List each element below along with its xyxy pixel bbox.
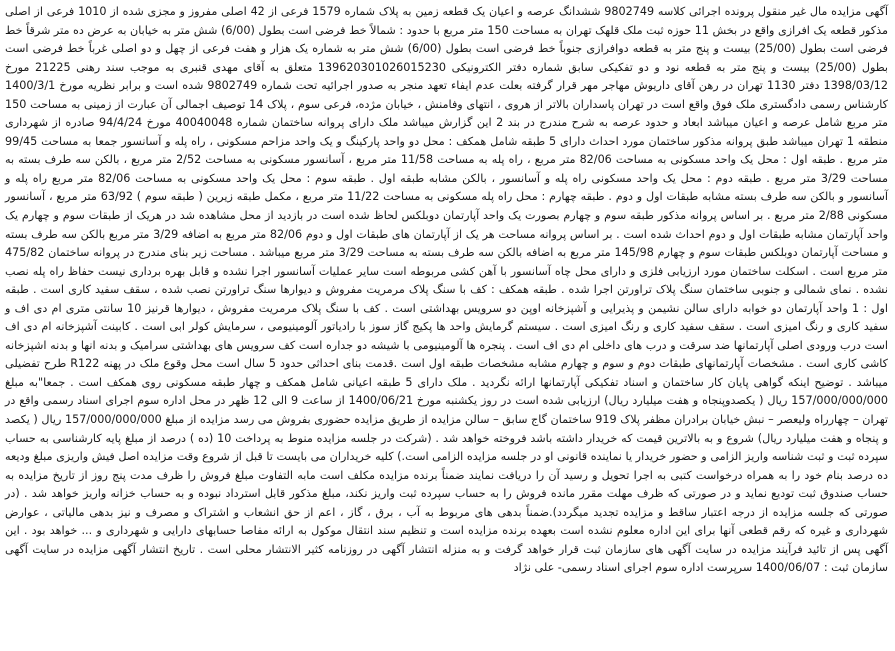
auction-notice-body: آگهی مزایده مال غیر منقول پرونده اجرائی کلاسه 9802749 ششدانگ عرصه و اعیان یک قطعه زمین به پلاک شماره 1579 فرعی از 42 اصلی مفروز و مجزی شده از 1010 فرعی از اصلی مذکور قطعه یک افرازی واقع در بخش 11 حوزه ثبت ملک قلهک تهران به مساحت 150 متر مربع با حدود : شمالاً خط فرضی است بطول (6/00) شش متر به خیابان به عرض ده متر شرقاً خط فرضی است بطول (25/00) بیست و پنج متر به قطعه دوافرازی جنوباً خط فرضی است بطول (6/00) شش متر به شماره یک هزار و هفت فرعی از چهل و دو اصلی غرباً خط فرضی است بطول (25/00) بیست و پنج متر به قطعه نود و دو تفکیکی سابق شماره دفتر الکترونیکی 139620301026015230 متعلق به آقای مهدی قنبری به موجب سند رهنی 21225 مورخ 1398/03/12 دفتر 1130 تهران در رهن آقای داریوش مهاجر مهر قرار گرفته بعلت عدم ایفاء تعهد منجر به صدور اجرائیه تحت شماره 9802749 شده است و برابر نظریه مورخ 1400/3/1 کارشناس رسمی دادگستری ملک فوق واقع است در تهران پاسداران بالاتر از هروی ، انتهای وفامنش ، خیابان مژده، فرعی سوم ، پلاک 14 توصیف اجمالی آن عبارت از زمینی به مساحت 150 متر مربع شامل عرصه و اعیان میباشد ابعاد و حدود عرصه به شرح مندرج در بند 2 این گزارش میباشد ملک دارای پروانه ساختمان شماره 40040048 مورخ 94/4/24 صادره از شهرداری منطقه 1 تهران میباشد طبق پروانه مذکور ساختمان مورد احداث دارای 5 طبقه شامل همکف : محل دو واحد پارکینگ و یک واحد مزاحم مسکونی ، راه پله و آسانسور جمعا به مساحت 99/45 متر مربع . طبقه اول : محل یک واحد مسکونی به مساحت 82/06 متر مربع ، راه پله به مساحت 11/58 متر مربع ، آسانسور مسکونی به مساحت 2/52 متر مربع ، بالکن سه طرف بسته به مساحت 3/29 متر مربع . طبقه دوم : محل یک واحد مسکونی راه پله و آسانسور ، بالکن مشابه طبقه اول . طبقه سوم : محل یک واحد مسکونی به مساحت 82/06 متر مربع راه پله و آسانسور و بالکن سه طرف بسته مشابه طبقات اول و دوم . طبقه چهارم : محل راه پله مسکونی به مساحت 11/22 متر مربع ، مکمل طبقه زیرین ( طبقه سوم ) 63/92 متر مربع ، آسانسور مسکونی 2/88 متر مربع . بر اساس پروانه مذکور طبقه سوم و چهارم بصورت یک واحد آپارتمان دوبلکس لحاظ شده است در بازدید از محل مشاهده شد در هریک از طبقات سوم و چهارم یک واحد آپارتمان مشابه طبقات اول و دوم احداث شده است . بر اساس پروانه مساحت هر یک از آپارتمان های طبقات اول و دوم 82/06 متر مربع به اضافه 3/29 متر مربع بالکن سه طرف بسته و مساحت آپارتمان دوبلکس طبقات سوم و چهارم 145/98 متر مربع به اضافه بالکن سه طرف بسته به مساحت 3/29 متر مربع میباشد . مساحت زیر بنای مندرج در پروانه ساختمان 475/82 متر مربع است . اسکلت ساختمان مورد ارزیابی فلزی و دارای محل چاه آسانسور با آهن کشی مربوطه است سایر عملیات آسانسور اجرا نشده و قابل بهره برداری نیست حفاظ راه پله نصب نشده . نمای شمالی و جنوبی ساختمان سنگ پلاک تراورتن اجرا شده . طبقه همکف : کف با سنگ پلاک مرمریت مفروش و دیوارها سنگ تراورتن نصب شده ، سقف سفید کاری است . طبقه اول : 1 واحد آپارتمان دو خوابه دارای سالن نشیمن و پذیرایی و آشپزخانه اوپن دو سرویس بهداشتی است . کف با سنگ پلاک مرمریت مفروش ، دیوارها قرنیز 10 سانتی متری ام دی اف و سفید کاری و رنگ امیزی است . سقف سفید کاری و رنگ امیزی است . سیستم گرمایش واحد ها پکیج گاز سوز با رادیاتور آلومینیومی ، سرمایش کولر ابی است . کابینت آشپزخانه ام دی اف است درب ورودی اصلی آپارتمانها ضد سرقت و درب های داخلی ام دی اف است . پنجره ها آلومینیومی با شیشه دو جداره است کف سرویس های بهداشتی سرامیک و بدنه انها و بدنه اشپزخانه کاشی کاری است . مشخصات آپارتمانهای طبقات دوم و سوم و چهارم مشابه مشخصات طبقه اول است .قدمت بنای احداثی حدود 5 سال است محل وقوع ملک در پهنه R122 طرح تفضیلی میباشد . توضیح اینکه گواهی پایان کار ساختمان و اسناد تفکیکی آپارتمانها ارائه نگردید . ملک دارای 5 طبقه اعیانی شامل همکف و چهار طبقه مسکونی روی همکف است . جمعا"به مبلغ 157/000/000/000 ریال ( یکصدوپنجاه و هفت میلیارد ریال) ارزیابی شده است در روز یکشنبه مورخ 1400/06/21 از ساعت 9 الی 12 ظهر در محل اداره سوم اجرای اسناد رسمی واقع در تهران – چهارراه ولیعصر – نبش خیابان برادران مظفر پلاک 919 ساختمان گاج سابق – سالن مزایده از طریق مزایده حضوری بفروش می رسد مزایده از مبلغ 157/000/000/000 ریال ( یکصد و پنجاه و هفت میلیارد ریال) شروع و به بالاترین قیمت که خریدار داشته باشد فروخته خواهد شد . (شرکت در جلسه مزایده منوط به پرداخت 10 (ده ) درصد از مبلغ پایه کارشناسی به حساب سپرده ثبت و ثبت شناسه واریز الزامی و حضور خریدار یا نماینده قانونی او در جلسه مزایده الزامی است.) کلیه خریداران می بایست تا قبل از شروع وقت مزایده اصل فیش واریزی مبلغ ودیعه ده درصد بنام خود را به همراه درخواست کتبی به اجرا تحویل و رسید آن را دریافت نمایند ضمناً برنده مزایده مکلف است مابه التفاوت مبلغ فروش را ظرف مدت پنج روز از تاریخ مزایده به حساب صندوق ثبت تودیع نماید و در صورتی که ظرف مهلت مقرر مانده فروش را به حساب سپرده ثبت واریز نکند، مبلغ مذکور قابل استرداد نبوده و به حساب خزانه واریز خواهد شد . (در صورتی که جلسه مزایده از درجه اعتبار ساقط و مزایده تجدید میگردد).ضمناً بدهی های مربوط به آب ، برق ، گاز ، اعم از حق انشعاب و اشتراک و مصرف و نیز بدهی مالیاتی ، عوارض شهرداری و غیره که رقم قطعی آنها برای این اداره معلوم نشده است بعهده برنده مزایده است و تنظیم سند انتقال موکول به ارائه مفاصا حسابهای دارایی و شهرداری و ... خواهد بود . این آگهی پس از تائید فرآیند مزایده در سایت آگهی های سازمان ثبت قرار خواهد گرفت و به منزله انتشار آگهی در روزنامه کثیر الانتشار محلی است . تاریخ انتشار آگهی مزایده در سایت آگهی سازمان ثبت : 1400/06/07 سرپرست اداره سوم اجرای اسناد رسمی- علی نژاد xyxy=(4,5,889,575)
